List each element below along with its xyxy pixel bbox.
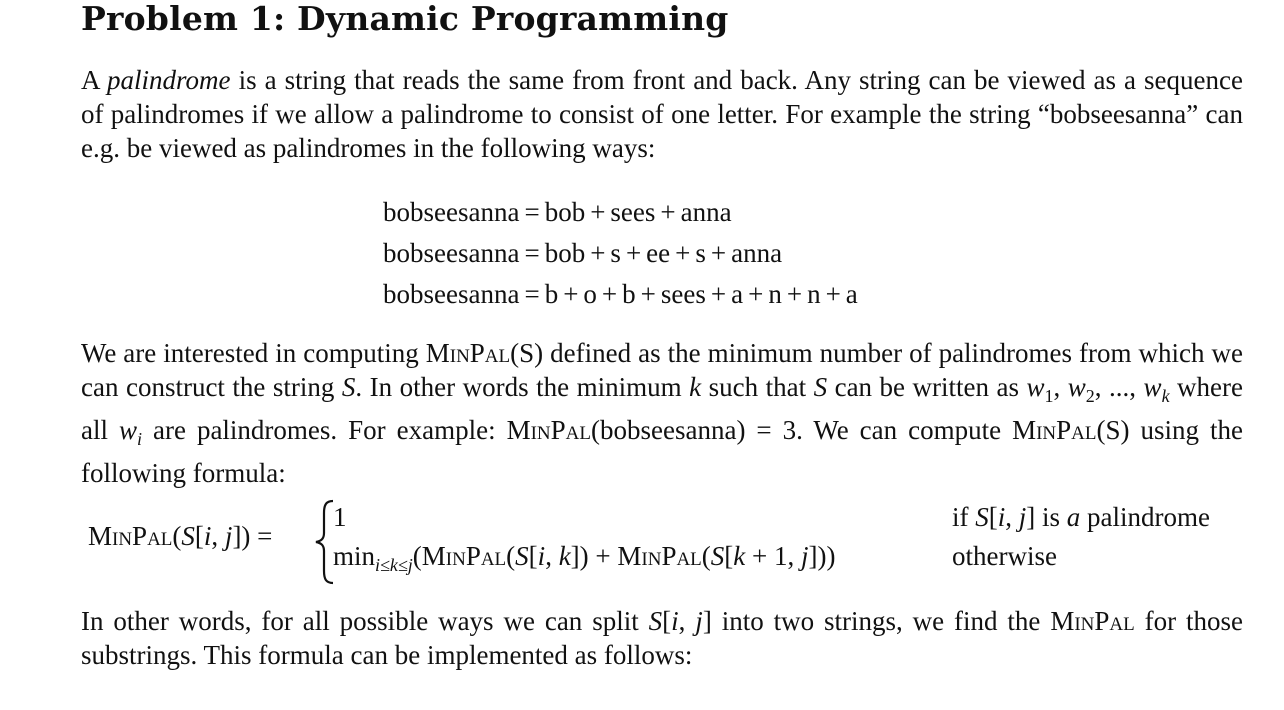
plus-sign: + <box>710 238 727 268</box>
plus-sign: + <box>660 197 676 227</box>
plus-sign: + <box>563 279 579 309</box>
var-w: w <box>1026 372 1045 402</box>
plus-sign: + <box>675 238 691 268</box>
math-var: j <box>1018 502 1027 532</box>
case2-condition: otherwise <box>952 541 1057 571</box>
math-var: i <box>537 541 546 571</box>
palindrome-part: a <box>731 279 744 309</box>
plus-sign: + <box>825 279 841 309</box>
math-var: k <box>558 541 571 571</box>
math-var: S <box>710 541 725 571</box>
minpal-example: (bobseesanna) = 3 <box>591 415 797 445</box>
palindrome-part: n <box>807 279 821 309</box>
intro-rest: is a string that reads the same from front and back. Any string can be viewed as a sequence of palindromes if we allow a palindrome to consist of one letter. For example the string “bobseesanna” can e.g. be viewed as palindromes in the following ways: <box>81 65 1243 163</box>
intro-paragraph <box>81 63 1243 165</box>
math-var: S <box>181 521 195 551</box>
palindrome-part: s <box>695 238 706 268</box>
plus-sign: + <box>590 197 606 227</box>
plus-sign: + <box>710 279 727 309</box>
min-operator: min <box>333 541 376 571</box>
var-s: S <box>813 372 828 402</box>
palindrome-part: sees <box>610 197 656 227</box>
var-w: w <box>1067 372 1086 402</box>
math-var: j <box>801 541 809 571</box>
formula-lhs: MinPal(S[i, j]) = <box>88 521 273 551</box>
math-var: k <box>733 541 746 571</box>
palindrome-part: o <box>583 279 597 309</box>
palindrome-part: s <box>610 238 621 268</box>
min-subscript: i≤k≤j <box>375 555 413 575</box>
text: where all <box>81 372 1244 445</box>
intro-lead: A <box>81 65 108 95</box>
problem-title: Problem 1: Dynamic Programming <box>81 0 729 38</box>
palindrome-part: anna <box>680 197 732 227</box>
math-var: S <box>975 502 989 532</box>
palindrome-part: b <box>622 279 636 309</box>
minpal-paragraph: We are interested in computing MinPal(S) defined as the minimum number of palindromes from which we can construct the string S. In other words the minimum k such that S can be written as $w_1$, $w_2$, ..., $w_k$ where all $w_i$ are palindromes. For example: MinPal(bobseesanna) = 3. We can compute MinPal(S) using the following formula: <box>81 338 1244 488</box>
text: , ..., <box>1094 372 1144 402</box>
text: using the following formula: <box>81 415 1243 488</box>
text: . We can compute <box>796 415 1013 445</box>
sij: S[i, j] <box>648 606 712 636</box>
recurrence-formula <box>88 497 1248 587</box>
text: for those substrings. This formula can be implemented as follows: <box>81 606 1244 670</box>
var-s: S <box>341 372 356 402</box>
subscript: i <box>137 429 143 449</box>
plus-sign: + <box>590 238 606 268</box>
text: are palindromes. For example: <box>142 415 507 445</box>
case1-value: 1 <box>333 502 347 532</box>
case2-expression <box>333 539 836 582</box>
var-w: w <box>118 415 137 445</box>
math-var: i <box>671 606 679 636</box>
minpal-arg: (S) <box>1096 415 1130 445</box>
equals-sign: = <box>524 197 540 227</box>
subscript: 1 <box>1044 386 1054 406</box>
minpal-name: MinPal <box>425 338 511 368</box>
intro-term: palindrome <box>107 65 231 95</box>
minpal-name: MinPal <box>1050 606 1135 636</box>
palindrome-part: anna <box>731 238 783 268</box>
equals-sign: = <box>524 238 540 268</box>
palindrome-part: bob <box>544 238 586 268</box>
equals-sign: = <box>524 279 540 309</box>
example-lhs: bobseesanna <box>383 197 520 227</box>
palindrome-part: bob <box>544 197 586 227</box>
minpal-arg: (S) <box>510 338 544 368</box>
closing-paragraph <box>81 604 1243 672</box>
example-line-2 <box>383 233 858 274</box>
text: defined as the minimum number of palindromes from which we can construct the string <box>81 338 1243 402</box>
math-var: i <box>997 502 1006 532</box>
example-lhs: bobseesanna <box>383 279 520 309</box>
math-var: i <box>203 521 212 551</box>
palindrome-part: ee <box>646 238 671 268</box>
minpal-name: MinPal <box>506 415 591 445</box>
var-k: k <box>689 372 702 402</box>
text: We are interested in computing <box>81 338 426 368</box>
text: can be written as <box>827 372 1027 402</box>
math-var: S <box>648 606 663 636</box>
text: . In other words the minimum <box>355 372 690 402</box>
case1-condition: if S[i, j] is a palindrome <box>952 502 1211 532</box>
plus-sign: + <box>748 279 764 309</box>
math-var: S <box>515 541 529 571</box>
case2-body: (MinPal(S[i, k]) + MinPal(S[k + 1, j])) <box>412 541 836 571</box>
plus-sign: + <box>640 279 656 309</box>
minpal-name: MinPal <box>88 521 173 551</box>
subscript: 2 <box>1085 386 1095 406</box>
plus-sign: + <box>786 279 803 309</box>
palindrome-part: n <box>768 279 782 309</box>
example-line-1 <box>383 192 858 233</box>
palindrome-part: sees <box>660 279 706 309</box>
math-var: a <box>1066 502 1081 532</box>
math-var: j <box>695 606 703 636</box>
example-lhs: bobseesanna <box>383 238 520 268</box>
text: into two strings, we find the <box>711 606 1051 636</box>
minpal-name: MinPal <box>617 541 702 571</box>
plus-sign: + <box>625 238 642 268</box>
var-w: w <box>1143 372 1162 402</box>
subscript: k <box>1161 386 1170 406</box>
minpal-name: MinPal <box>421 541 507 571</box>
examples-block <box>383 192 858 315</box>
minpal-name: MinPal <box>1012 415 1097 445</box>
example-line-3 <box>383 274 858 315</box>
palindrome-part: a <box>845 279 858 309</box>
plus-sign: + <box>601 279 618 309</box>
palindrome-part: b <box>544 279 559 309</box>
text: In other words, for all possible ways we can split <box>81 606 649 636</box>
text: such that <box>701 372 814 402</box>
math-var: j <box>224 521 233 551</box>
